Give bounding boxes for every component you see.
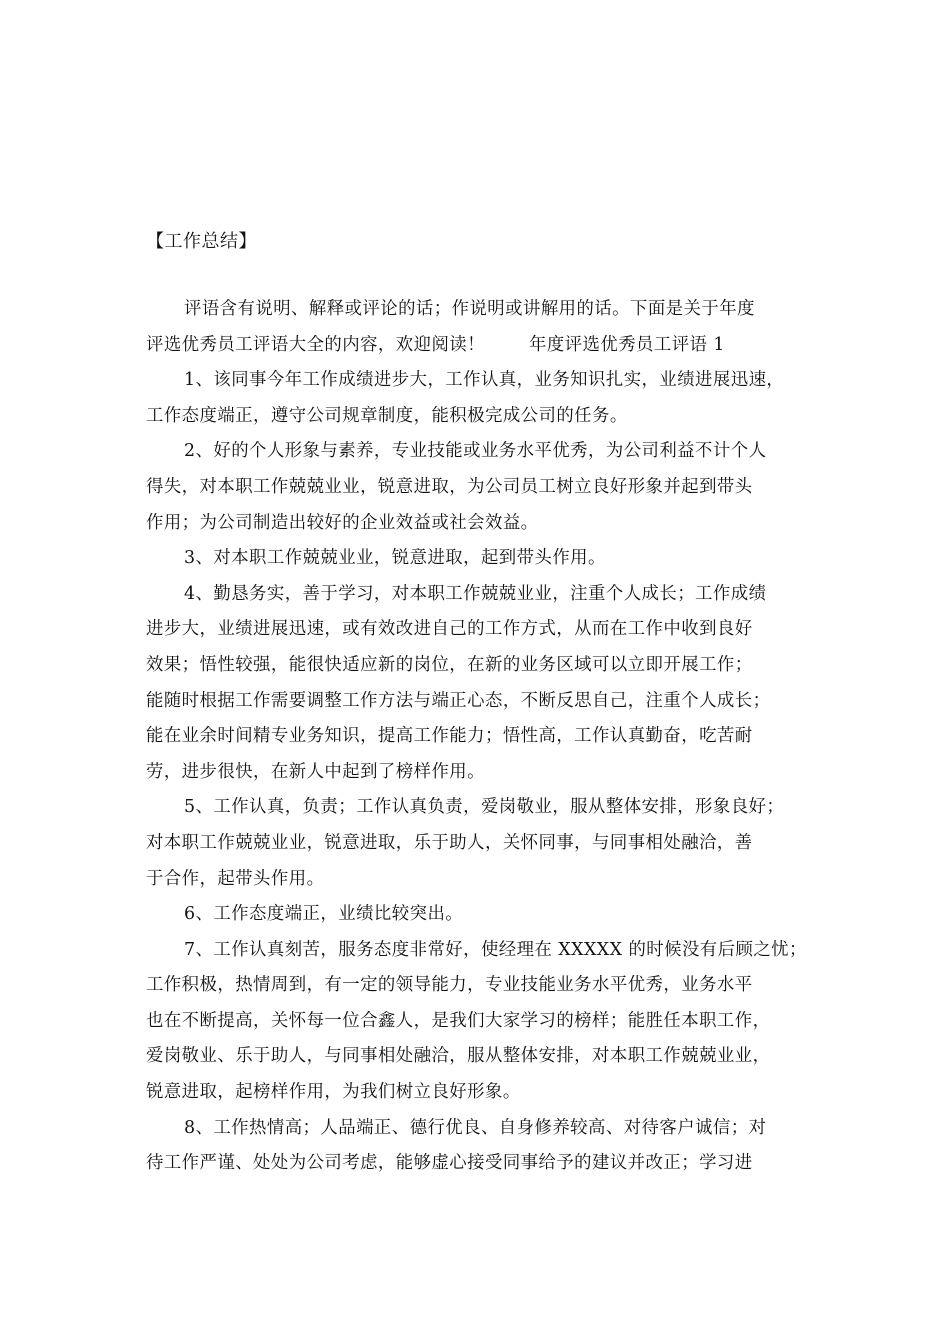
paragraph-line: 4、勤恳务实，善于学习，对本职工作兢兢业业，注重个人成长；工作成绩 xyxy=(184,583,767,604)
document-body xyxy=(146,292,808,1182)
section-title: 年度评选优秀员工评语 1 xyxy=(528,334,725,355)
paragraph-line: 对本职工作兢兢业业，锐意进取，乐于助人，关怀同事，与同事相处融洽，善 xyxy=(146,832,753,853)
paragraph-line: 作用；为公司制造出较好的企业效益或社会效益。 xyxy=(146,512,539,533)
paragraph-line: 能随时根据工作需要调整工作方法与端正心态，不断反思自己，注重个人成长； xyxy=(146,690,771,711)
list-item xyxy=(146,541,808,577)
paragraph-line: 进步大，业绩进展迅速，或有效改进自己的工作方式，从而在工作中收到良好 xyxy=(146,619,753,640)
list-item xyxy=(146,434,808,541)
paragraph-line: 也在不断提高，关怀每一位合鑫人，是我们大家学习的榜样；能胜任本职工作， xyxy=(146,1010,771,1031)
paragraph-line: 效果；悟性较强，能很快适应新的岗位，在新的业务区域可以立即开展工作； xyxy=(146,654,753,675)
paragraph-line: 于合作，起带头作用。 xyxy=(146,868,325,889)
paragraph-line: 8、工作热情高；人品端正、德行优良、自身修养较高、对待客户诚信；对 xyxy=(184,1117,767,1138)
intro-paragraph xyxy=(146,292,808,363)
paragraph-line: 6、工作态度端正，业绩比较突出。 xyxy=(184,904,464,925)
paragraph-line: 1、该同事今年工作成绩进步大，工作认真，业务知识扎实，业绩进展迅速， xyxy=(184,370,785,391)
intro-text: 评选优秀员工评语大全的内容，欢迎阅读！ xyxy=(146,334,485,355)
paragraph-line: 劳，进步很快，在新人中起到了榜样作用。 xyxy=(146,761,485,782)
list-item xyxy=(146,933,808,1111)
paragraph-line: 7、工作认真刻苦，服务态度非常好，使经理在 XXXXX 的时候没有后顾之忧； xyxy=(184,939,807,960)
paragraph-line: 2、好的个人形象与素养，专业技能或业务水平优秀，为公司利益不计个人 xyxy=(184,441,767,462)
paragraph-line: 能在业余时间精专业务知识，提高工作能力；悟性高，工作认真勤奋，吃苦耐 xyxy=(146,726,753,747)
list-item xyxy=(146,790,808,897)
paragraph-line: 3、对本职工作兢兢业业，锐意进取，起到带头作用。 xyxy=(184,548,606,569)
paragraph-line xyxy=(146,328,808,364)
list-item xyxy=(146,1111,808,1182)
document-heading: 【工作总结】 xyxy=(146,231,257,252)
list-item xyxy=(146,577,808,791)
paragraph-line: 工作积极，热情周到，有一定的领导能力，专业技能业务水平优秀，业务水平 xyxy=(146,975,753,996)
list-item xyxy=(146,363,808,434)
paragraph-line: 5、工作认真，负责；工作认真负责，爱岗敬业，服从整体安排，形象良好； xyxy=(184,797,785,818)
paragraph-line: 爱岗敬业、乐于助人，与同事相处融洽，服从整体安排，对本职工作兢兢业业， xyxy=(146,1046,771,1067)
list-item xyxy=(146,897,808,933)
paragraph-line: 评语含有说明、解释或评论的话；作说明或讲解用的话。下面是关于年度 xyxy=(184,299,755,319)
paragraph-line: 工作态度端正，遵守公司规章制度，能积极完成公司的任务。 xyxy=(146,405,628,426)
paragraph-line: 锐意进取，起榜样作用，为我们树立良好形象。 xyxy=(146,1082,521,1103)
paragraph-line: 得失，对本职工作兢兢业业，锐意进取，为公司员工树立良好形象并起到带头 xyxy=(146,476,753,497)
paragraph-line: 待工作严谨、处处为公司考虑，能够虚心接受同事给予的建议并改正；学习进 xyxy=(146,1153,753,1174)
